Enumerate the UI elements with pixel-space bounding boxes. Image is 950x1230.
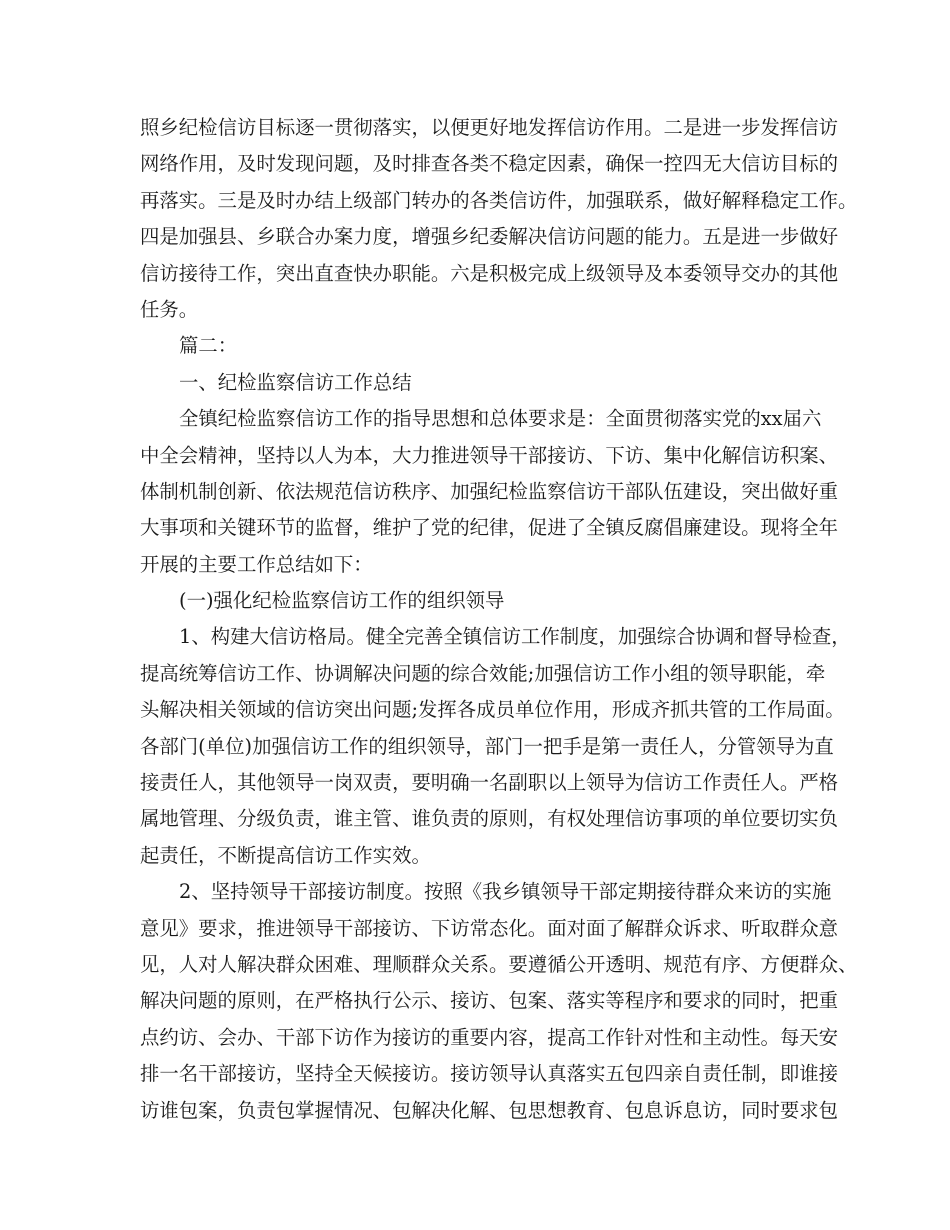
text-line: 点约访、会办、干部下访作为接访的重要内容，提高工作针对性和主动性。每天安: [140, 1025, 839, 1049]
text-line: 开展的主要工作总结如下：: [140, 552, 373, 576]
text-line: 篇二：: [179, 334, 238, 358]
text-line: 一、纪检监察信访工作总结: [179, 370, 412, 394]
text-line: 接责任人，其他领导一岗双责，要明确一名副职以上领导为信访工作责任人。严格: [140, 771, 839, 795]
text-line: 访谁包案，负责包掌握情况、包解决化解、包思想教育、包息诉息访，同时要求包: [140, 1098, 839, 1122]
text-line: 大事项和关键环节的监督，维护了党的纪律，促进了全镇反腐倡廉建设。现将全年: [140, 516, 839, 540]
text-line: 头解决相关领域的信访突出问题;发挥各成员单位作用，形成齐抓共管的工作局面。: [140, 698, 845, 722]
text-line: 各部门(单位)加强信访工作的组织领导，部门一把手是第一责任人，分管领导为直: [140, 734, 834, 758]
text-line: 1、构建大信访格局。健全完善全镇信访工作制度，加强综合协调和督导检查，: [179, 625, 851, 649]
text-line: 体制机制创新、依法规范信访秩序、加强纪检监察信访干部队伍建设，突出做好重: [140, 479, 839, 503]
document-page: [140, 110, 858, 1129]
text-line: 起责任，不断提高信访工作实效。: [140, 843, 431, 867]
text-line: 照乡纪检信访目标逐一贯彻落实，以便更好地发挥信访作用。二是进一步发挥信访: [140, 116, 839, 139]
text-line: 四是加强县、乡联合办案力度，增强乡纪委解决信访问题的能力。五是进一步做好: [140, 225, 839, 249]
text-line: 任务。: [140, 297, 199, 321]
text-line: 排一名干部接访，坚持全天候接访。接访领导认真落实五包四亲自责任制，即谁接: [140, 1062, 839, 1086]
text-line: 2、坚持领导干部接访制度。按照《我乡镇领导干部定期接待群众来访的实施: [179, 880, 832, 904]
text-line: 再落实。三是及时办结上级部门转办的各类信访件，加强联系，做好解释稳定工作。: [140, 188, 858, 212]
text-line: 见，人对人解决群众困难、理顺群众关系。要遵循公开透明、规范有序、方便群众、: [140, 952, 858, 976]
text-line: 提高统筹信访工作、协调解决问题的综合效能;加强信访工作小组的领导职能，牵: [140, 661, 826, 685]
text-line: 解决问题的原则，在严格执行公示、接访、包案、落实等程序和要求的同时，把重: [140, 989, 839, 1013]
text-line: 网络作用，及时发现问题，及时排查各类不稳定因素，确保一控四无大信访目标的: [140, 152, 839, 176]
text-line: (一)强化纪检监察信访工作的组织领导: [179, 589, 505, 613]
text-line: 意见》要求，推进领导干部接访、下访常态化。面对面了解群众诉求、听取群众意: [140, 916, 839, 940]
text-line: 信访接待工作，突出直查快办职能。六是积极完成上级领导及本委领导交办的其他: [140, 261, 839, 285]
text-line: 全镇纪检监察信访工作的指导思想和总体要求是：全面贯彻落实党的xx届六: [179, 407, 822, 431]
text-line: 中全会精神，坚持以人为本，大力推进领导干部接访、下访、集中化解信访积案、: [140, 443, 839, 467]
text-line: 属地管理、分级负责，谁主管、谁负责的原则，有权处理信访事项的单位要切实负: [140, 807, 839, 831]
